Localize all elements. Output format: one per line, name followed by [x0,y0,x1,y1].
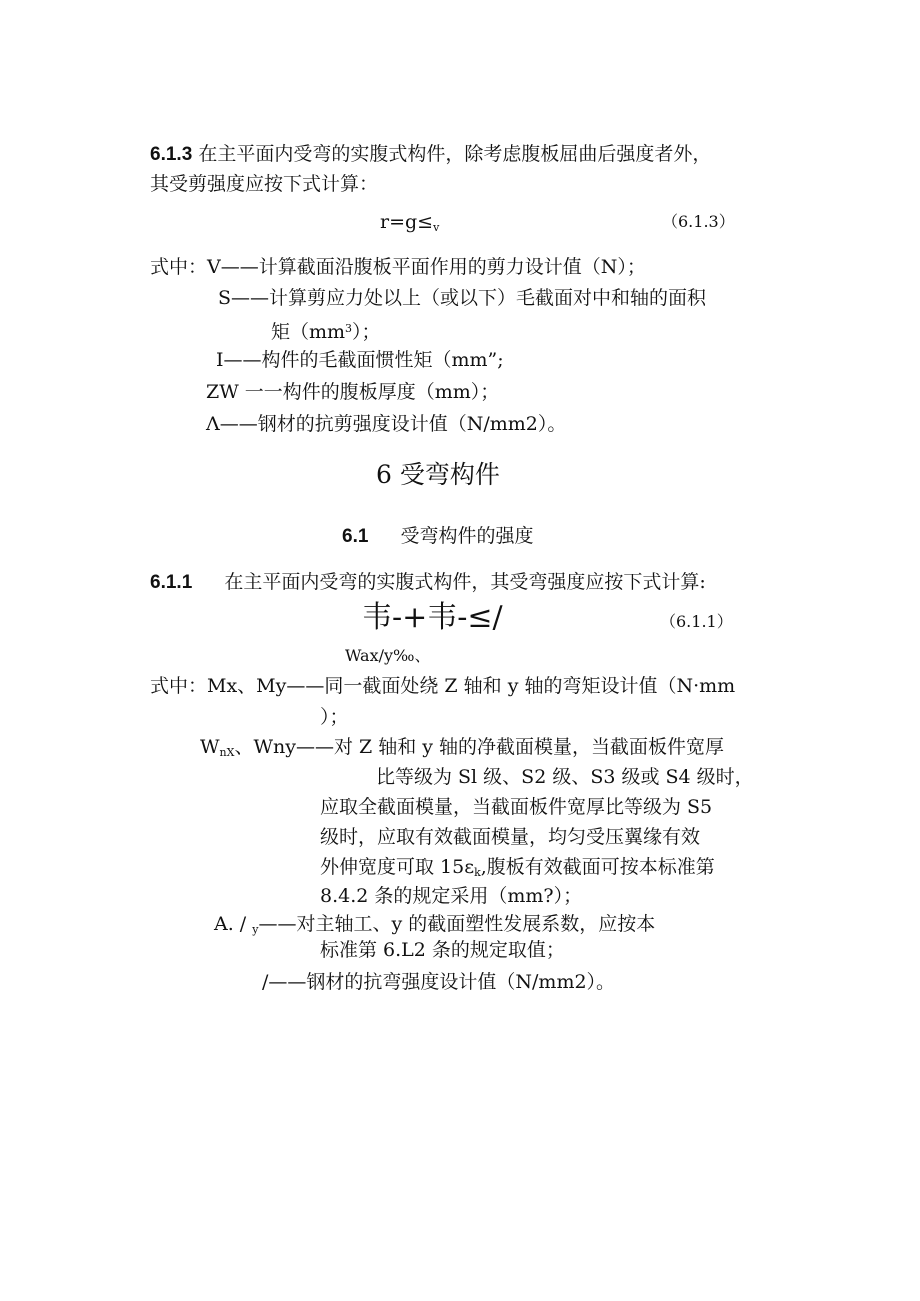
where-prefix: 式中： [150,256,208,278]
clause-text: 在主平面内受弯的实腹式构件，除考虑腹板屈曲后强度者外， [198,143,712,165]
section-title: 受弯构件的强度 [400,525,534,547]
clause-number: 6.1.1 [150,572,193,593]
formula-number: （6.1.1） [660,612,733,631]
definition-moment-line1 [150,674,735,698]
definition-modulus-line4: 级时，应取有效截面模量，均匀受压翼缘有效 [320,826,701,848]
clause-6-1-3-line1 [150,142,711,167]
where-prefix: 式中： [150,675,208,697]
definition-modulus-line3: 应取全截面模量，当截面板件宽厚比等级为 S5 [320,796,713,818]
definition-v [150,255,646,279]
definition-modulus-line2: 比等级为 Sl 级、S2 级、S3 级或 S4 级时， [376,766,754,788]
definition-text: ,腹板有效截面可按本标准第 [480,856,715,878]
definition-s-line1: S——计算剪应力处以上（或以下）毛截面对中和轴的面积 [218,287,707,309]
definition-i: I——构件的毛截面惯性矩（mm”; [216,349,504,371]
definition-modulus-line1 [200,735,724,765]
formula-6-1-3 [380,210,439,240]
formula-number: （6.1.3） [662,212,735,231]
clause-number: 6.1.3 [150,144,193,165]
definition-moment-line2: ）； [320,706,349,728]
clause-text: 在主平面内受弯的实腹式构件，其受弯强度应按下式计算: [224,571,706,593]
definition-text: 外伸宽度可取 15ε [320,856,475,878]
formula-6-1-1: 韦-+韦-≤/ [362,600,503,635]
formula-subscript: v [433,221,440,234]
definition-modulus-line5 [320,855,715,885]
definition-tw: ZW 一一构件的腹板厚度（mm）； [206,381,500,403]
definition-text: ）； [352,321,381,343]
definition-s-line2 [271,317,381,344]
definition-text: A. / [214,913,253,935]
superscript: 3 [345,322,353,335]
chapter-title: 6 受弯构件 [376,460,500,489]
definition-text: 、Wny——对 Z 轴和 y 轴的净截面模量，当截面板件宽厚 [234,736,725,758]
definition-text: V——计算截面沿腹板平面作用的剪力设计值（N）； [207,256,646,278]
definition-text: Mx、My——同一截面处绕 Z 轴和 y 轴的弯矩设计值（N·mm [207,675,736,697]
subscript: y [252,923,259,936]
formula-denominator: Wax∕y‰、 [345,646,431,665]
clause-6-1-3-line2: 其受剪强度应按下式计算： [150,173,379,195]
definition-text: 矩（mm [271,321,346,343]
subscript: nX [219,746,235,759]
definition-f: /——钢材的抗弯强度设计值（N∕mm2）。 [262,971,616,993]
formula-text: r=g≤ [380,211,434,233]
section-number: 6.1 [342,526,369,547]
clause-6-1-1 [150,570,706,595]
subscript: k [474,866,481,879]
definition-modulus-line6: 8.4.2 条的规定采用（mm?）； [320,885,583,907]
definition-gamma-line2: 标准第 6.L2 条的规定取值； [320,939,565,961]
section-heading-6-1 [342,524,533,549]
definition-text: ——对主轴工、y 的截面塑性发展系数，应按本 [258,913,656,935]
definition-fv: Λ——钢材的抗剪强度设计值（N/mm2）。 [206,413,567,435]
definition-text: W [200,736,220,758]
